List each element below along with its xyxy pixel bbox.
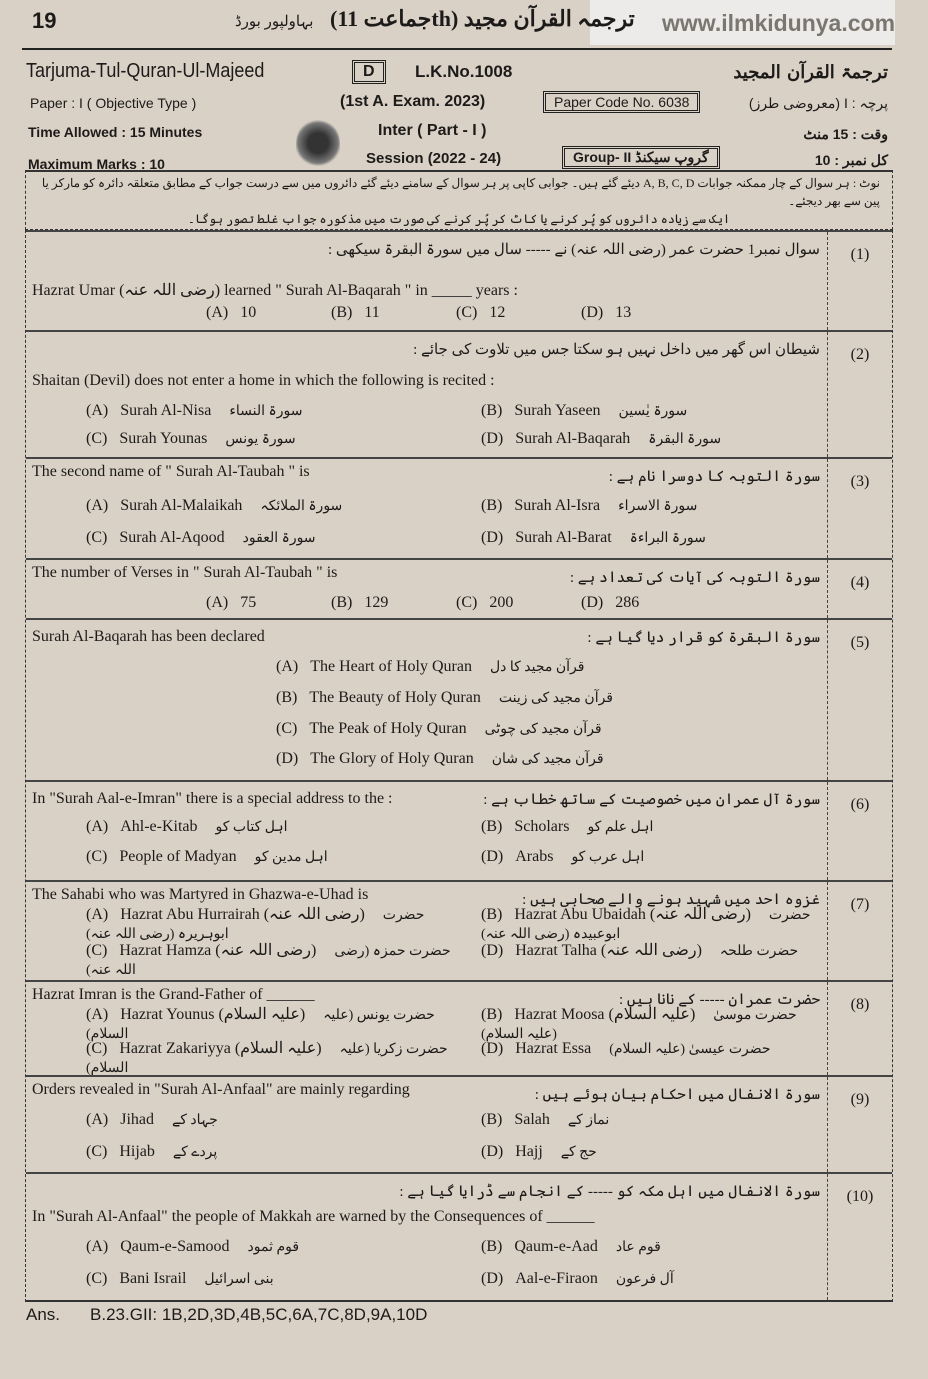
paper-type-urdu: پرچہ : I (معروضی طرز) (748, 95, 888, 111)
option-label: (A) (206, 304, 229, 321)
option-a (86, 1238, 471, 1257)
option-urdu: قرآن مجید کا دل (489, 660, 585, 675)
question-number: (9) (827, 1077, 892, 1172)
paper-version: D (352, 60, 386, 84)
option-english: The Heart of Holy Quran (310, 658, 472, 675)
note-line-2: ایک سے زیادہ دائروں کو پُر کرنے یا کاٹ کر پُر کرنے کی صورت میں مذکورہ جواب غلط تصور ہوگا۔ (187, 212, 731, 226)
option-english: Surah Al-Baqarah (515, 430, 631, 447)
watermark: www.ilmkidunya.com (662, 10, 896, 36)
question-urdu: سوال نمبر1 حضرت عمر (رضی اللہ عنہ) نے ----- سال میں سورۃ البقرۃ سیکھی : (327, 242, 820, 258)
question-english: The Sahabi who was Martyred in Ghazwa-e-Uhad is (32, 886, 369, 903)
option-urdu: حضرت حمزہ (رضی اللہ عنہ) (86, 944, 451, 978)
option-label: (D) (481, 1143, 504, 1160)
option-label: (D) (481, 942, 504, 959)
question-english: Hazrat Umar (رضی اللہ عنہ) learned " Surah Al-Baqarah " in _____ years : (32, 282, 518, 299)
option-label: (B) (331, 594, 353, 611)
option-label: (B) (276, 689, 298, 706)
question-number: (7) (827, 882, 892, 980)
question-urdu: سورۃ التوبہ کا دوسرا نام ہے : (608, 469, 820, 485)
option-c (86, 529, 471, 548)
marks-urdu: کل نمبر : 10 (814, 152, 888, 168)
note-line-1: نوٹ : ہر سوال کے چار ممکنہ جوابات A, B, C, D دیئے گئے ہیں۔ جوابی کاپی پر ہر سوال کے سامنے دیئے گئے دائروں میں سے درست جواب کے مطابق متعلقہ دائرہ کو مارکر یا پین سے بھر دیجئے۔ (41, 176, 880, 208)
option-label: (A) (86, 497, 109, 514)
option-english: Hazrat Abu Hurrairah (رضی اللہ عنہ) (120, 906, 365, 923)
question-english: The second name of " Surah Al-Taubah " is (32, 463, 310, 480)
lk-number: L.K.No.1008 (415, 62, 513, 81)
option-label: (D) (481, 430, 504, 447)
option-urdu: سورۃ البقرۃ (648, 432, 722, 447)
option-c (86, 430, 471, 449)
option-label: (A) (86, 1006, 109, 1023)
option-b (276, 689, 613, 708)
option-urdu: نماز کے (567, 1113, 610, 1128)
question-urdu: سورۃ الانفال میں احکام بیان ہوئے ہیں : (534, 1087, 820, 1103)
option-english: Hazrat Younus (علیہ السلام) (120, 1006, 306, 1023)
question-row (26, 980, 892, 1075)
option-english: 200 (489, 594, 514, 611)
option-english: The Beauty of Holy Quran (309, 689, 481, 706)
option-label: (D) (581, 304, 604, 321)
exam-name: (1st A. Exam. 2023) (340, 93, 486, 110)
option-urdu: سورۃ الاسراء (618, 499, 698, 514)
answer-key (26, 1305, 427, 1325)
option-urdu: حضرت موسیٰ (علیہ السلام) (481, 1008, 797, 1042)
option-c (86, 1143, 471, 1162)
option-label: (C) (456, 304, 478, 321)
answer-label: Ans. (26, 1305, 61, 1324)
question-number: (5) (827, 620, 892, 780)
question-row (26, 1075, 892, 1172)
option-urdu: اہل کتاب کو (215, 820, 288, 835)
option-english: Qaum-e-Aad (514, 1238, 598, 1255)
option-label: (D) (276, 750, 299, 767)
option-b (481, 402, 816, 421)
question-number: (1) (827, 232, 892, 330)
time-urdu: وقت : 15 منٹ (803, 126, 888, 142)
option-a (206, 304, 256, 322)
option-c (86, 1270, 471, 1289)
option-label: (D) (481, 1040, 504, 1057)
option-b (481, 1006, 816, 1044)
option-urdu: قرآن مجید کی چوٹی (484, 722, 602, 737)
option-label: (B) (481, 1111, 503, 1128)
option-english: 75 (240, 594, 257, 611)
page-header (0, 0, 928, 45)
option-label: (C) (86, 430, 108, 447)
option-label: (B) (481, 818, 503, 835)
option-english: Hazrat Essa (515, 1040, 592, 1057)
option-a (86, 402, 471, 421)
option-urdu: سورۃ العقود (242, 531, 316, 546)
option-label: (A) (276, 658, 299, 675)
option-english: Hazrat Talha (رضی اللہ عنہ) (515, 942, 702, 959)
option-english: 11 (364, 304, 380, 321)
question-number: (2) (827, 332, 892, 457)
option-urdu: آل فرعون (615, 1272, 674, 1287)
option-d (276, 750, 604, 769)
option-label: (B) (481, 1006, 503, 1023)
option-a (206, 594, 256, 612)
option-d (481, 848, 816, 867)
header-rule (22, 48, 892, 50)
option-english: Arabs (515, 848, 554, 865)
option-urdu: سورۃ یٰسین (618, 404, 688, 419)
board-name: بہاولپور بورڈ (235, 14, 314, 30)
option-urdu: اہل عرب کو (571, 850, 645, 865)
option-english: Surah Al-Isra (514, 497, 601, 514)
time-allowed: Time Allowed : 15 Minutes (28, 124, 203, 140)
option-d (581, 304, 631, 322)
option-a (86, 497, 471, 516)
question-number: (8) (827, 982, 892, 1075)
inter-part: Inter ( Part - I ) (378, 122, 487, 139)
option-c (276, 720, 602, 739)
option-c (456, 304, 505, 322)
option-label: (A) (86, 906, 109, 923)
option-urdu: سورۃ یونس (225, 432, 296, 447)
option-b (481, 1238, 816, 1257)
question-number: (10) (827, 1174, 892, 1300)
option-english: Surah Younas (119, 430, 208, 447)
option-label: (B) (481, 402, 503, 419)
question-number: (4) (827, 560, 892, 618)
option-d (481, 1270, 816, 1289)
subject-urdu: ترجمۃ القرآن المجید (733, 62, 888, 83)
option-english: Hazrat Zakariyya (علیہ السلام) (119, 1040, 322, 1057)
option-b (481, 906, 816, 944)
option-english: Hazrat Hamza (رضی اللہ عنہ) (119, 942, 317, 959)
question-row (26, 1172, 892, 1300)
question-english: Orders revealed in "Surah Al-Anfaal" are mainly regarding (32, 1081, 410, 1098)
question-urdu: سورۃ التوبہ کی آیات کی تعداد ہے : (569, 570, 820, 586)
header-title-urdu: (جماعت 11th) ترجمہ القرآن مجید (330, 6, 635, 31)
option-d (481, 529, 816, 548)
option-label: (A) (86, 402, 109, 419)
board-logo-icon (296, 118, 340, 168)
question-english: In "Surah Aal-e-Imran" there is a special address to the : (32, 790, 393, 807)
question-english: In "Surah Al-Anfaal" the people of Makkah are warned by the Consequences of ______ (32, 1208, 595, 1225)
option-english: People of Madyan (119, 848, 237, 865)
option-urdu: سورۃ النساء (229, 404, 303, 419)
option-english: 129 (364, 594, 389, 611)
question-urdu: سورۃ الانفال میں اہل مکہ کو ----- کے انجام سے ڈرایا گیا ہے : (399, 1184, 820, 1200)
question-urdu: سورۃ آل عمران میں خصوصیت کے ساتھ خطاب ہے : (483, 792, 820, 808)
option-a (86, 906, 471, 944)
option-a (86, 818, 471, 837)
answer-values: B.23.GII: 1B,2D,3D,4B,5C,6A,7C,8D,9A,10D (90, 1305, 428, 1324)
option-d (581, 594, 639, 612)
option-english: Hajj (515, 1143, 543, 1160)
option-b (481, 818, 816, 837)
option-english: Jihad (120, 1111, 154, 1128)
option-english: Surah Yaseen (514, 402, 601, 419)
option-label: (B) (481, 497, 503, 514)
option-english: Surah Al-Barat (515, 529, 612, 546)
option-label: (D) (481, 848, 504, 865)
option-urdu: سورۃ الملائکہ (260, 499, 343, 514)
option-b (481, 497, 816, 516)
option-d (481, 1143, 816, 1162)
option-urdu: حضرت ابوعبیدہ (رضی اللہ عنہ) (481, 908, 811, 942)
question-urdu: حضرت عمران ----- کے نانا ہیں : (618, 992, 820, 1008)
question-english: Shaitan (Devil) does not enter a home in which the following is recited : (32, 372, 495, 389)
option-urdu: حضرت زکریا (علیہ السلام) (86, 1042, 448, 1076)
option-label: (D) (481, 1270, 504, 1287)
option-english: Qaum-e-Samood (120, 1238, 230, 1255)
option-english: Surah Al-Malaikah (120, 497, 243, 514)
option-urdu: سورۃ البراءۃ (629, 531, 706, 546)
option-label: (C) (86, 848, 108, 865)
option-urdu: جہاد کے (172, 1113, 218, 1128)
option-urdu: قرآن مجید کی شان (491, 752, 604, 767)
option-b (331, 304, 380, 322)
subject-title: Tarjuma-Tul-Quran-Ul-Majeed (26, 60, 265, 82)
option-d (481, 430, 816, 449)
question-urdu: سورۃ البقرۃ کو قرار دیا گیا ہے : (587, 630, 820, 646)
option-urdu: حضرت عیسیٰ (علیہ السلام) (609, 1042, 771, 1057)
question-number: (6) (827, 782, 892, 880)
question-row (26, 780, 892, 880)
question-row (26, 457, 892, 558)
option-label: (A) (86, 1111, 109, 1128)
option-english: The Peak of Holy Quran (309, 720, 467, 737)
option-label: (B) (331, 304, 353, 321)
option-english: 10 (240, 304, 257, 321)
option-urdu: اہل علم کو (587, 820, 654, 835)
option-d (481, 942, 816, 961)
instructions-note (25, 170, 893, 230)
session: Session (2022 - 24) (366, 150, 502, 167)
option-english: Hazrat Abu Ubaidah (رضی اللہ عنہ) (514, 906, 751, 923)
option-english: Salah (514, 1111, 550, 1128)
option-english: Ahl-e-Kitab (120, 818, 198, 835)
paper-type: Paper : I ( Objective Type ) (30, 95, 197, 111)
option-a (86, 1006, 471, 1044)
option-english: Aal-e-Firaon (515, 1270, 598, 1287)
option-urdu: قرآن مجید کی زینت (498, 691, 614, 706)
option-english: Hijab (119, 1143, 155, 1160)
option-b (331, 594, 388, 612)
question-row (26, 558, 892, 618)
questions-table (25, 230, 893, 1302)
group: Group- II گروپ سیکنڈ (562, 146, 720, 169)
option-urdu: حضرت یونس (علیہ السلام) (86, 1008, 435, 1042)
option-label: (C) (86, 1040, 108, 1057)
option-label: (D) (581, 594, 604, 611)
maximum-marks: Maximum Marks : 10 (28, 156, 165, 172)
option-urdu: اہل مدین کو (254, 850, 328, 865)
option-c (86, 1040, 471, 1078)
option-label: (B) (481, 906, 503, 923)
option-urdu: حضرت طلحہ (719, 944, 799, 959)
option-english: 286 (615, 594, 640, 611)
question-row (26, 880, 892, 980)
option-label: (C) (86, 1270, 108, 1287)
option-english: Surah Al-Aqood (119, 529, 225, 546)
option-english: The Glory of Holy Quran (310, 750, 474, 767)
option-label: (B) (481, 1238, 503, 1255)
option-label: (D) (481, 529, 504, 546)
option-label: (C) (86, 529, 108, 546)
option-english: Surah Al-Nisa (120, 402, 212, 419)
question-english: Surah Al-Baqarah has been declared (32, 628, 265, 645)
option-label: (C) (456, 594, 478, 611)
page-number: 19 (32, 8, 57, 33)
option-label: (C) (86, 1143, 108, 1160)
option-english: 13 (615, 304, 632, 321)
option-a (86, 1111, 471, 1130)
option-urdu: قوم ثمود (247, 1240, 300, 1255)
option-urdu: بنی اسرائیل (204, 1272, 274, 1287)
option-english: 12 (489, 304, 506, 321)
option-b (481, 1111, 816, 1130)
option-english: Scholars (514, 818, 570, 835)
question-urdu: شیطان اس گھر میں داخل نہیں ہو سکتا جس میں تلاوت کی جائے : (413, 342, 820, 358)
option-urdu: قوم عاد (615, 1240, 661, 1255)
option-label: (A) (206, 594, 229, 611)
option-label: (A) (86, 818, 109, 835)
paper-code: Paper Code No. 6038 (543, 91, 700, 113)
question-number: (3) (827, 459, 892, 558)
option-label: (A) (86, 1238, 109, 1255)
option-c (456, 594, 513, 612)
option-d (481, 1040, 816, 1059)
question-urdu: غزوہ احد میں شہید ہونے والے صحابی ہیں : (522, 892, 820, 908)
option-a (276, 658, 584, 677)
question-row (26, 330, 892, 457)
option-label: (C) (86, 942, 108, 959)
question-row (26, 230, 892, 330)
option-english: Hazrat Moosa (علیہ السلام) (514, 1006, 696, 1023)
option-c (86, 942, 471, 980)
question-english: The number of Verses in " Surah Al-Taubah " is (32, 564, 338, 581)
question-english: Hazrat Imran is the Grand-Father of ______ (32, 986, 315, 1003)
option-urdu: پردے کے (172, 1145, 218, 1160)
question-row (26, 618, 892, 780)
option-urdu: حضرت ابوہریرہ (رضی اللہ عنہ) (86, 908, 425, 942)
option-c (86, 848, 471, 867)
option-english: Bani Israil (119, 1270, 187, 1287)
option-label: (C) (276, 720, 298, 737)
option-urdu: حج کے (560, 1145, 597, 1160)
